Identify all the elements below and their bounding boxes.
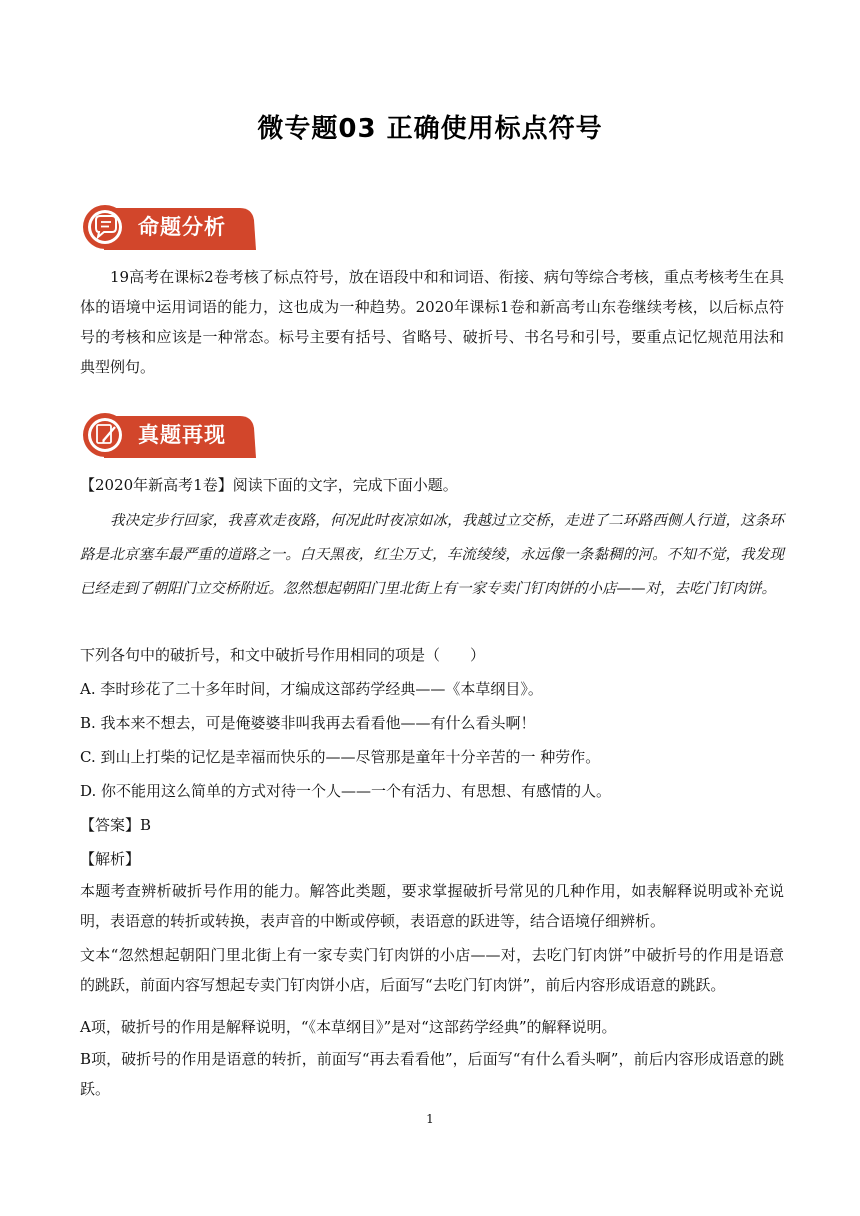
option-c: C. 到山上打柴的记忆是幸福而快乐的——尽管那是童年十分辛苦的一 种劳作。 (80, 748, 601, 766)
pencil-note-icon (80, 410, 130, 460)
analysis-paragraph: 本题考查辨析破折号作用的能力。解答此类题，要求掌握破折号常见的几种作用，如表解释说明或补充说明，表语意的转折或转换，表声音的中断或停顿，表语意的跃进等，结合语境仔细辨析。 (80, 882, 784, 930)
intro-paragraph: 19高考在课标2卷考核了标点符号，放在语段中和和词语、衔接、病句等综合考核，重点考核考生在具体的语境中运用词语的能力，这也成为一种趋势。2020年课标1卷和新高考山东卷继续考核，以后标点符号的考核和应该是一种常态。标号主要有括号、省略号、破折号、书名号和引号，要重点记忆规范用法和典型例句。 (80, 268, 784, 376)
exam-banner (80, 410, 256, 460)
option-a: A. 李时珍花了二十多年时间，才编成这部药学经典——《本草纲目》。 (80, 680, 543, 698)
analysis-paragraph: 文本“忽然想起朝阳门里北街上有一家专卖门钉肉饼的小店——对，去吃门钉肉饼”中破折号的作用是语意的跳跃，前面内容写想起专卖门钉肉饼小店，后面写“去吃门钉肉饼”，前后内容形成语意的跳跃。 (80, 946, 784, 994)
analysis-paragraph: A项，破折号的作用是解释说明，“《本草纲目》”是对“这部药学经典”的解释说明。 (80, 1018, 617, 1036)
analysis-banner (80, 202, 256, 252)
speech-bubble-icon (80, 202, 130, 252)
reading-passage: 我决定步行回家，我喜欢走夜路，何况此时夜凉如冰，我越过立交桥，走进了二环路西侧人行道，这条环路是北京塞车最严重的道路之一。白天黑夜，红尘万丈，车流绫绫，永远像一条黏稠的河。不知不觉，我发现已经走到了朝阳门立交桥附近。忽然想起朝阳门里北街上有一家专卖门钉肉饼的小店——对，去吃门钉肉饼。 (80, 513, 784, 597)
analysis-paragraph: B项，破折号的作用是语意的转折，前面写“再去看看他”，后面写“有什么看头啊”，前后内容形成语意的跳跃。 (80, 1050, 784, 1098)
page-number: 1 (426, 1112, 434, 1126)
exam-banner-label: 真题再现 (138, 422, 226, 447)
answer-line: 【答案】B (80, 816, 152, 834)
option-b: B. 我本来不想去，可是俺婆婆非叫我再去看看他——有什么看头啊！ (80, 714, 536, 732)
analysis-label: 【解析】 (80, 850, 141, 868)
analysis-banner-label: 命题分析 (138, 214, 226, 239)
option-d: D. 你不能用这么简单的方式对待一个人——一个有活力、有思想、有感情的人。 (80, 782, 612, 800)
question-prompt: 下列各句中的破折号，和文中破折号作用相同的项是（ ） (80, 646, 486, 664)
question-source: 【2020年新高考1卷】阅读下面的文字，完成下面小题。 (80, 476, 458, 494)
page-title: 微专题03 正确使用标点符号 (257, 114, 603, 144)
